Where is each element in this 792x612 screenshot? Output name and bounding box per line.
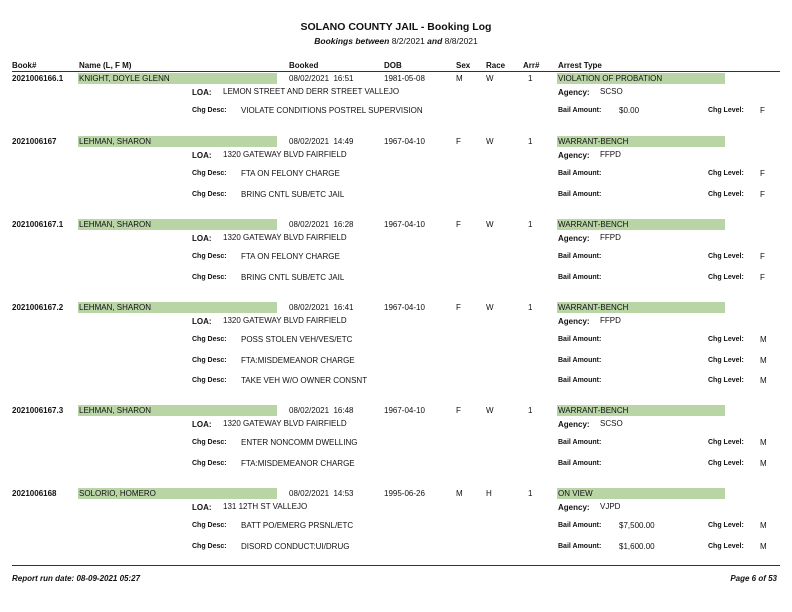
inmate-name: SOLORIO, HOMERO [78,488,277,499]
arrest-number: 1 [528,489,533,498]
loa-value: 131 12TH ST VALLEJO [223,502,308,511]
booked-datetime: 08/02/2021 16:41 [289,303,354,312]
page-number: Page 6 of 53 [730,574,777,583]
agency-value: FFPD [600,316,621,325]
bail-amount-label: Bail Amount: [558,377,602,384]
charge-level: F [760,190,765,199]
subtitle-prefix: Bookings between [314,36,390,46]
agency-value: VJPD [600,502,621,511]
chg-desc-label: Chg Desc: [192,522,227,529]
date-from: 8/2/2021 [391,36,425,46]
chg-desc-label: Chg Desc: [192,543,227,550]
agency-label: Agency: [558,151,590,160]
chg-level-label: Chg Level: [708,522,744,529]
chg-desc-label: Chg Desc: [192,357,227,364]
agency-value: SCSO [600,87,623,96]
race: W [486,74,494,83]
charge-level: F [760,106,765,115]
inmate-name: LEHMAN, SHARON [78,219,277,230]
bail-amount-label: Bail Amount: [558,107,602,114]
chg-level-label: Chg Level: [708,170,744,177]
charge-description: BRING CNTL SUB/ETC JAIL [241,190,345,199]
race: W [486,406,494,415]
chg-level-label: Chg Level: [708,336,744,343]
race: W [486,303,494,312]
date-to: 8/8/2021 [444,36,478,46]
charge-level: M [760,459,767,468]
chg-level-label: Chg Level: [708,357,744,364]
header-rule [12,71,780,72]
chg-desc-label: Chg Desc: [192,336,227,343]
col-header-name: Name (L, F M) [79,61,132,70]
charge-level: F [760,169,765,178]
booked-datetime: 08/02/2021 16:28 [289,220,354,229]
agency-label: Agency: [558,317,590,326]
col-header-booked: Booked [289,61,319,70]
footer-rule [12,565,780,566]
arrest-number: 1 [528,303,533,312]
arrest-type: WARRANT-BENCH [557,219,725,230]
arrest-number: 1 [528,406,533,415]
charge-description: FTA:MISDEMEANOR CHARGE [241,356,355,365]
chg-desc-label: Chg Desc: [192,253,227,260]
charge-description: FTA ON FELONY CHARGE [241,169,340,178]
loa-value: LEMON STREET AND DERR STREET VALLEJO [223,87,400,96]
arrest-number: 1 [528,74,533,83]
booked-datetime: 08/02/2021 14:49 [289,137,354,146]
agency-value: FFPD [600,150,621,159]
dob: 1967-04-10 [384,220,425,229]
booked-datetime: 08/02/2021 16:48 [289,406,354,415]
agency-label: Agency: [558,234,590,243]
bail-amount-label: Bail Amount: [558,170,602,177]
dob: 1995-06-26 [384,489,425,498]
charge-level: M [760,356,767,365]
charge-level: M [760,438,767,447]
sex: M [456,74,463,83]
booked-datetime: 08/02/2021 14:53 [289,489,354,498]
chg-level-label: Chg Level: [708,274,744,281]
chg-desc-label: Chg Desc: [192,439,227,446]
agency-value: FFPD [600,233,621,242]
bail-amount: $0.00 [619,106,640,115]
dob: 1981-05-08 [384,74,425,83]
charge-level: F [760,273,765,282]
chg-desc-label: Chg Desc: [192,191,227,198]
booking-number: 2021006167.3 [12,406,64,415]
col-header-arrest-type: Arrest Type [558,61,602,70]
charge-level: M [760,376,767,385]
charge-description: FTA:MISDEMEANOR CHARGE [241,459,355,468]
charge-level: F [760,252,765,261]
chg-level-label: Chg Level: [708,377,744,384]
inmate-name: LEHMAN, SHARON [78,302,277,313]
chg-level-label: Chg Level: [708,543,744,550]
agency-label: Agency: [558,420,590,429]
arrest-type: VIOLATION OF PROBATION [557,73,725,84]
chg-level-label: Chg Level: [708,439,744,446]
booking-number: 2021006168 [12,489,57,498]
bail-amount-label: Bail Amount: [558,274,602,281]
booked-datetime: 08/02/2021 16:51 [289,74,354,83]
dob: 1967-04-10 [384,406,425,415]
bail-amount-label: Bail Amount: [558,439,602,446]
race: W [486,137,494,146]
arrest-number: 1 [528,137,533,146]
loa-value: 1320 GATEWAY BLVD FAIRFIELD [223,316,347,325]
sex: F [456,220,461,229]
sex: F [456,137,461,146]
dob: 1967-04-10 [384,303,425,312]
bail-amount-label: Bail Amount: [558,460,602,467]
race: W [486,220,494,229]
bail-amount-label: Bail Amount: [558,191,602,198]
loa-label: LOA: [192,420,212,429]
loa-value: 1320 GATEWAY BLVD FAIRFIELD [223,419,347,428]
charge-description: BRING CNTL SUB/ETC JAIL [241,273,345,282]
col-header-dob: DOB [384,61,402,70]
booking-number: 2021006166.1 [12,74,64,83]
charge-level: M [760,335,767,344]
booking-number: 2021006167.2 [12,303,64,312]
dob: 1967-04-10 [384,137,425,146]
sex: F [456,406,461,415]
agency-value: SCSO [600,419,623,428]
loa-value: 1320 GATEWAY BLVD FAIRFIELD [223,233,347,242]
report-title: SOLANO COUNTY JAIL - Booking Log [300,21,492,33]
charge-description: POSS STOLEN VEH/VES/ETC [241,335,353,344]
booking-number: 2021006167 [12,137,57,146]
arrest-type: WARRANT-BENCH [557,136,725,147]
chg-level-label: Chg Level: [708,191,744,198]
inmate-name: LEHMAN, SHARON [78,405,277,416]
col-header-arr: Arr# [523,61,540,70]
agency-label: Agency: [558,88,590,97]
col-header-book: Book# [12,61,37,70]
report-run-date: Report run date: 08-09-2021 05:27 [12,574,141,583]
inmate-name: LEHMAN, SHARON [78,136,277,147]
bail-amount-label: Bail Amount: [558,253,602,260]
sex: F [456,303,461,312]
charge-level: M [760,521,767,530]
charge-description: ENTER NONCOMM DWELLING [241,438,358,447]
chg-level-label: Chg Level: [708,253,744,260]
charge-description: DISORD CONDUCT:UI/DRUG [241,542,350,551]
loa-label: LOA: [192,151,212,160]
sex: M [456,489,463,498]
loa-label: LOA: [192,88,212,97]
subtitle-and: and [427,36,443,46]
bail-amount-label: Bail Amount: [558,336,602,343]
loa-label: LOA: [192,234,212,243]
loa-value: 1320 GATEWAY BLVD FAIRFIELD [223,150,347,159]
loa-label: LOA: [192,317,212,326]
bail-amount: $7,500.00 [619,521,655,530]
booking-number: 2021006167.1 [12,220,64,229]
charge-description: BATT PO/EMERG PRSNL/ETC [241,521,354,530]
inmate-name: KNIGHT, DOYLE GLENN [78,73,277,84]
agency-label: Agency: [558,503,590,512]
report-subtitle [0,36,792,46]
race: H [486,489,492,498]
bail-amount-label: Bail Amount: [558,357,602,364]
charge-level: M [760,542,767,551]
bail-amount: $1,600.00 [619,542,655,551]
col-header-sex: Sex [456,61,471,70]
chg-desc-label: Chg Desc: [192,460,227,467]
arrest-type: WARRANT-BENCH [557,302,725,313]
chg-level-label: Chg Level: [708,460,744,467]
chg-desc-label: Chg Desc: [192,170,227,177]
arrest-type: WARRANT-BENCH [557,405,725,416]
chg-level-label: Chg Level: [708,107,744,114]
charge-description: VIOLATE CONDITIONS POSTREL SUPERVISION [241,106,423,115]
loa-label: LOA: [192,503,212,512]
charge-description: TAKE VEH W/O OWNER CONSNT [241,376,368,385]
chg-desc-label: Chg Desc: [192,274,227,281]
arrest-number: 1 [528,220,533,229]
col-header-race: Race [486,61,506,70]
chg-desc-label: Chg Desc: [192,107,227,114]
arrest-type: ON VIEW [557,488,725,499]
charge-description: FTA ON FELONY CHARGE [241,252,340,261]
bail-amount-label: Bail Amount: [558,522,602,529]
bail-amount-label: Bail Amount: [558,543,602,550]
chg-desc-label: Chg Desc: [192,377,227,384]
